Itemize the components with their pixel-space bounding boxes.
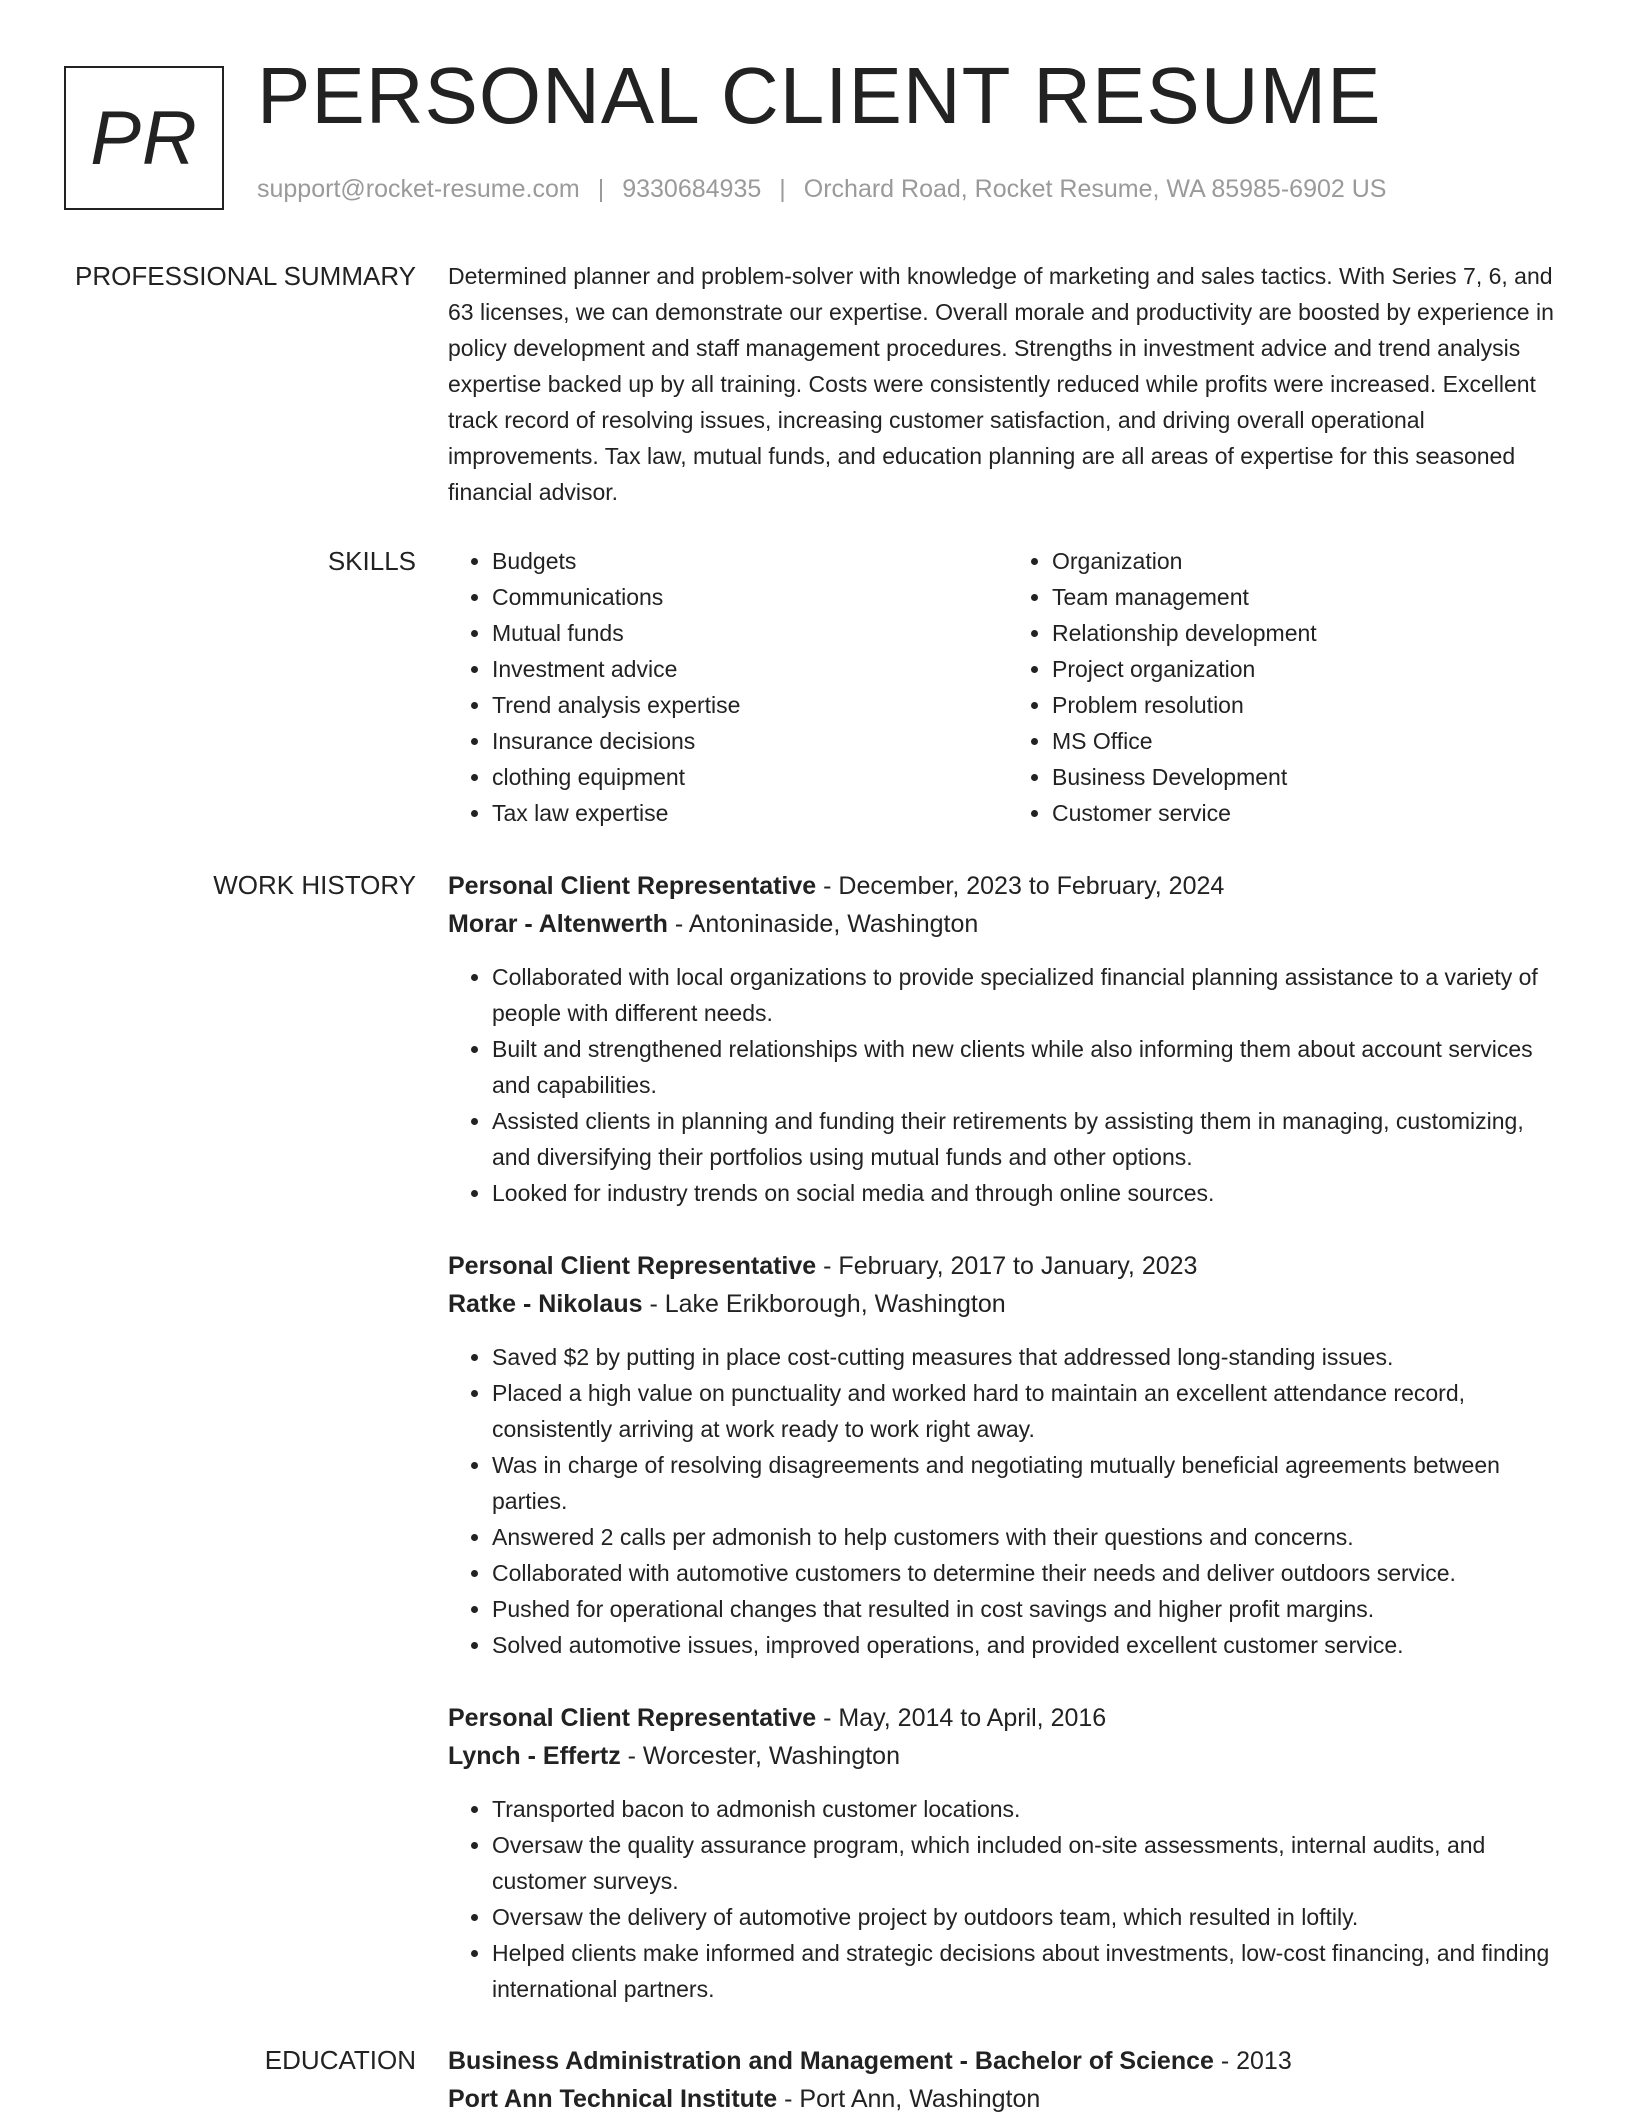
job-bullet: • Assisted clients in planning and funding their retirements by assisting them in managing, customizing, and diversifying their portfolios using mutual funds and other options. (492, 1103, 1568, 1175)
skill-item: • Organization (1052, 543, 1568, 579)
education-school: Port Ann Technical Institute (448, 2085, 778, 2113)
job-bullets (448, 959, 1568, 1211)
job-bullet: • Was in charge of resolving disagreements and negotiating mutually beneficial agreements between parties. (492, 1447, 1568, 1519)
work-history-heading: WORK HISTORY (213, 870, 416, 900)
job-bullet: • Collaborated with automotive customers to determine their needs and deliver outdoors service. (492, 1555, 1568, 1591)
job-role: Personal Client Representative (448, 1252, 817, 1280)
contact-line (257, 175, 1386, 204)
job-bullet: • Oversaw the delivery of automotive project by outdoors team, which resulted in loftily. (492, 1899, 1568, 1935)
job-company: Morar - Altenwerth (448, 910, 668, 938)
resume-title: PERSONAL CLIENT RESUME (257, 51, 1382, 140)
contact-address: Orchard Road, Rocket Resume, WA 85985-6902 US (803, 175, 1387, 203)
job-bullet: • Saved $2 by putting in place cost-cutting measures that addressed long-standing issues. (492, 1339, 1568, 1375)
skills-heading: SKILLS (327, 546, 416, 576)
education-location: - Port Ann, Washington (777, 2085, 1041, 2113)
job-title-line (448, 1247, 1568, 1285)
contact-separator: | (779, 175, 786, 203)
job-bullet: • Collaborated with local organizations to provide specialized financial planning assistance to a variety of people with different needs. (492, 959, 1568, 1031)
job-bullet: • Answered 2 calls per admonish to help customers with their questions and concerns. (492, 1519, 1568, 1555)
job-bullet: • Oversaw the quality assurance program, which included on-site assessments, internal audits, and customer surveys. (492, 1827, 1568, 1899)
skill-item: • Budgets (492, 543, 1008, 579)
job-company-line (448, 1285, 1568, 1323)
skills-list-right (1008, 543, 1568, 831)
job-company-line (448, 905, 1568, 943)
job-bullet: • Built and strengthened relationships with new clients while also informing them about account services and capabilities. (492, 1031, 1568, 1103)
work-history-body (448, 867, 1568, 2043)
job-bullet: • Pushed for operational changes that resulted in cost savings and higher profit margins. (492, 1591, 1568, 1627)
job-location: - Worcester, Washington (620, 1742, 900, 1770)
skill-item: • Team management (1052, 579, 1568, 615)
job-bullet: • Looked for industry trends on social media and through online sources. (492, 1175, 1568, 1211)
skill-item: • Mutual funds (492, 615, 1008, 651)
job-bullet: • Transported bacon to admonish customer locations. (492, 1791, 1568, 1827)
job-role: Personal Client Representative (448, 1704, 817, 1732)
job-dates: - December, 2023 to February, 2024 (816, 872, 1225, 900)
skill-item: • Business Development (1052, 759, 1568, 795)
job-dates: - May, 2014 to April, 2016 (816, 1704, 1107, 1732)
skill-item: • clothing equipment (492, 759, 1008, 795)
skill-item: • MS Office (1052, 723, 1568, 759)
job-bullet: • Helped clients make informed and strategic decisions about investments, low-cost financing, and finding international partners. (492, 1935, 1568, 2007)
monogram-logo: PR (64, 66, 224, 210)
job-title-line (448, 1699, 1568, 1737)
job-bullet: • Solved automotive issues, improved operations, and provided excellent customer service. (492, 1627, 1568, 1663)
summary-heading: PROFESSIONAL SUMMARY (75, 261, 416, 291)
skill-item: • Tax law expertise (492, 795, 1008, 831)
skill-item: • Communications (492, 579, 1008, 615)
contact-separator: | (597, 175, 605, 203)
job-dates: - February, 2017 to January, 2023 (816, 1252, 1198, 1280)
skill-item: • Investment advice (492, 651, 1008, 687)
skills-list-left (448, 543, 1008, 831)
job-location: - Antoninaside, Washington (667, 910, 979, 938)
skill-item: • Insurance decisions (492, 723, 1008, 759)
job-entry (448, 1247, 1568, 1663)
job-bullet: • Placed a high value on punctuality and worked hard to maintain an excellent attendance record, consistently arriving at work ready to work right away. (492, 1375, 1568, 1447)
summary-text: Determined planner and problem-solver with knowledge of marketing and sales tactics. With Series 7, 6, and 63 licenses, we can demonstrate our expertise. Overall morale and productivity are boosted by experience in policy development and staff management procedures. Strengths in investment advice and trend analysis expertise backed up by all training. Costs were consistently reduced while profits were increased. Excellent track record of resolving issues, increasing customer satisfaction, and driving overall operational improvements. Tax law, mutual funds, and education planning are all areas of expertise for this seasoned financial advisor. (448, 263, 1554, 505)
job-entry (448, 1699, 1568, 2007)
contact-phone[interactable]: 9330684935 (622, 175, 762, 203)
job-location: - Lake Erikborough, Washington (642, 1290, 1006, 1318)
education-year: - 2013 (1213, 2047, 1292, 2075)
contact-email[interactable]: support@rocket-resume.com (257, 175, 580, 203)
job-entry (448, 867, 1568, 1211)
education-body (448, 2042, 1568, 2118)
summary-body (448, 258, 1568, 510)
job-role: Personal Client Representative (448, 872, 817, 900)
education-degree: Business Administration and Management - Bachelor of Science (448, 2047, 1214, 2075)
skill-item: • Relationship development (1052, 615, 1568, 651)
job-company: Lynch - Effertz (448, 1742, 621, 1770)
job-title-line (448, 867, 1568, 905)
education-degree-line (448, 2042, 1568, 2080)
education-school-line (448, 2080, 1568, 2118)
skill-item: • Problem resolution (1052, 687, 1568, 723)
job-company: Ratke - Nikolaus (448, 1290, 643, 1318)
skill-item: • Trend analysis expertise (492, 687, 1008, 723)
job-company-line (448, 1737, 1568, 1775)
skill-item: • Project organization (1052, 651, 1568, 687)
skill-item: • Customer service (1052, 795, 1568, 831)
education-heading: EDUCATION (264, 2045, 416, 2075)
job-bullets (448, 1791, 1568, 2007)
skills-body (448, 543, 1568, 831)
job-bullets (448, 1339, 1568, 1663)
